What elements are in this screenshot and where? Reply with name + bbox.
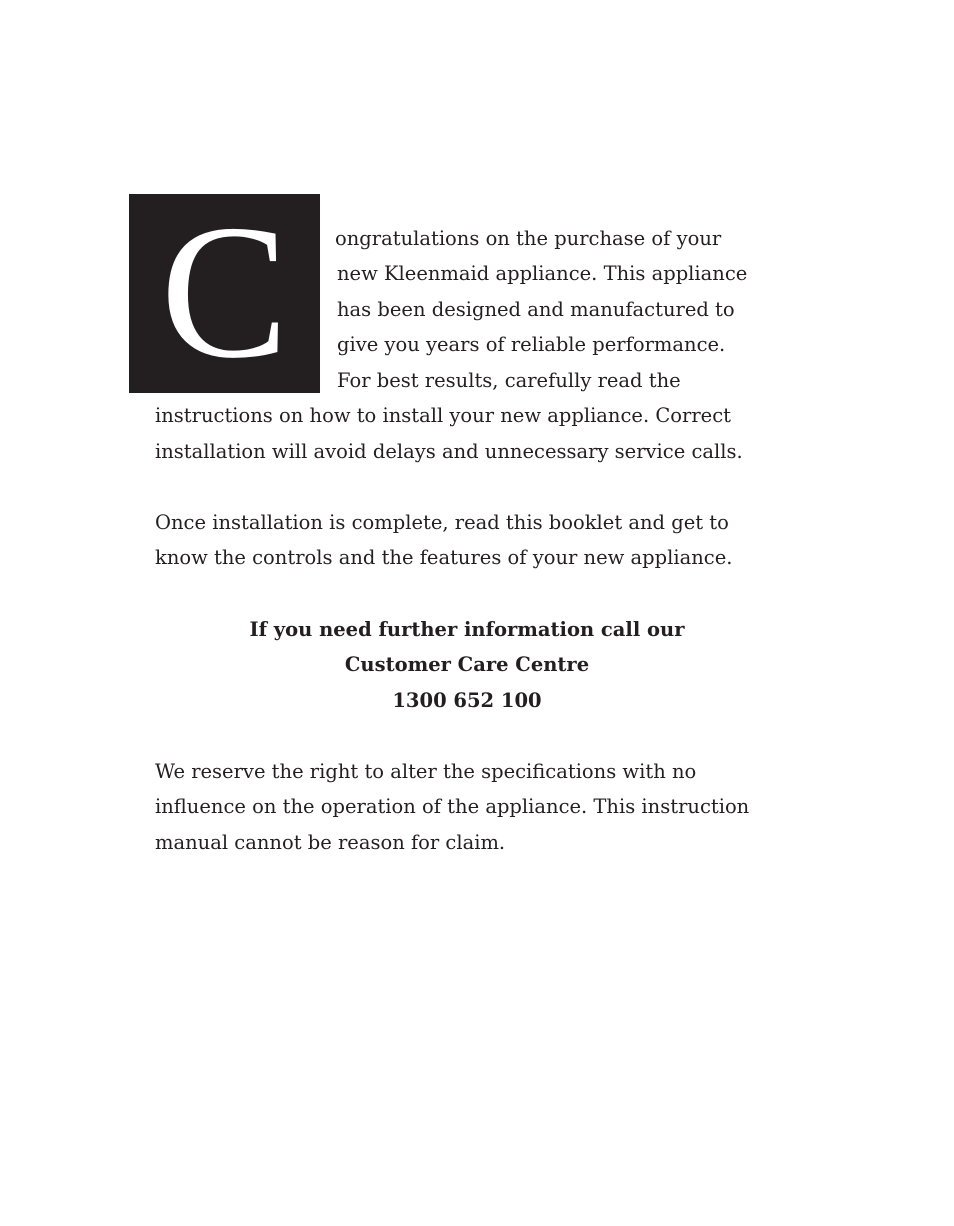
paragraph2-line-1: Once installation is complete, read this booklet and get to bbox=[155, 511, 729, 534]
intro-line-1: ongratulations on the purchase of your bbox=[335, 227, 722, 250]
drop-cap-letter: C bbox=[160, 194, 289, 393]
intro-line-4: give you years of reliable performance. bbox=[337, 333, 726, 356]
contact-phone: 1300 652 100 bbox=[392, 689, 542, 712]
intro-line-6: instructions on how to install your new appliance. Correct bbox=[155, 404, 731, 427]
paragraph2-line-2: know the controls and the features of your new appliance. bbox=[155, 546, 733, 569]
disclaimer-line-2: influence on the operation of the appliance. This instruction bbox=[155, 795, 750, 818]
contact-line-1: If you need further information call our bbox=[249, 618, 685, 641]
intro-line-3: has been designed and manufactured to bbox=[337, 298, 735, 321]
drop-cap-box bbox=[129, 194, 320, 393]
disclaimer-line-1: We reserve the right to alter the specifications with no bbox=[155, 760, 697, 783]
disclaimer-line-3: manual cannot be reason for claim. bbox=[155, 831, 506, 854]
intro-line-5: For best results, carefully read the bbox=[337, 369, 681, 392]
intro-line-7: installation will avoid delays and unnecessary service calls. bbox=[155, 440, 743, 463]
intro-line-2: new Kleenmaid appliance. This appliance bbox=[337, 262, 748, 285]
contact-line-2: Customer Care Centre bbox=[344, 653, 590, 676]
